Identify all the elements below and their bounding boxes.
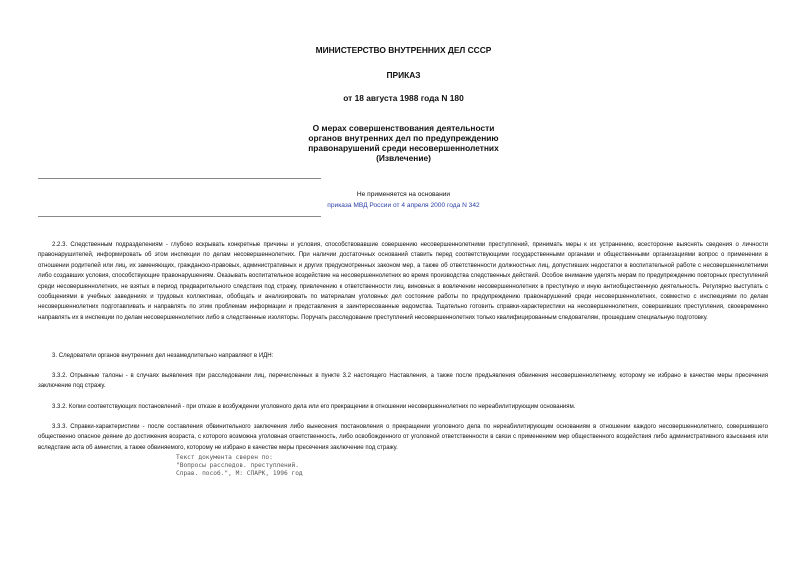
doc-title-line-3: правонарушений среди несовершеннолетних — [308, 143, 499, 153]
paragraph-text: 3.3.2. Отрывные талоны - в случаях выявления при расследовании лиц, перечисленных в пункте 3.2 настоящего Наставления, а также после предъявления обвинения несовершеннолетнему, которому не избрано в качестве меры пресечения заключение под стражу. — [38, 373, 768, 390]
date-number-heading: от 18 августа 1988 года N 180 — [343, 93, 464, 103]
paragraph-3-3-2-kopii — [38, 402, 768, 412]
paragraph-3 — [38, 351, 768, 361]
divider-bottom — [38, 216, 321, 217]
source-note-line-2: "Вопросы расследов. преступлений. — [176, 462, 299, 469]
paragraph-text: 3.3.3. Справки-характеристики - после составления обвинительного заключения либо вынесения постановления о прекращении уголовного дела по нереабилитирующим основаниям в отношении каждого несовершеннолетнего, совершившего общественно опасное деяние до достижения возраста, с которого возможна уголовная ответственность, либо освобожденного от уголовной ответственности в связи с применением мер общественного воздействия либо административного взыскания или вследствие акта об амнистии, а также обвиняемого, которому не избрано в качестве меры пресечения заключение под стражу. — [38, 424, 768, 451]
paragraph-2-2-3 — [38, 240, 768, 323]
doc-type-heading: ПРИКАЗ — [386, 70, 421, 80]
source-note-line-1: Текст документа сверен по: — [176, 454, 273, 461]
paragraph-3-3-3 — [38, 422, 768, 453]
divider-top — [38, 178, 321, 179]
source-note-line-3: Справ. пособ.", М: СПАРК, 1996 год — [176, 470, 303, 477]
status-note-text: Не применяется на основании — [356, 191, 451, 198]
paragraph-3-3-2-talony — [38, 371, 768, 392]
ministry-heading: МИНИСТЕРСТВО ВНУТРЕННИХ ДЕЛ СССР — [315, 45, 492, 55]
doc-title-line-2: органов внутренних дел по предупреждению — [308, 133, 499, 143]
paragraph-text: 3.3.2. Копии соответствующих постановлений - при отказе в возбуждении уголовного дела или его прекращении в отношении несовершеннолетних по нереабилитирующим основаниям. — [52, 404, 576, 410]
paragraph-text: 2.2.3. Следственным подразделениям - глубоко вскрывать конкретные причины и условия, способствовавшие совершению несовершеннолетними преступлений, принимать меры к их устранению, всесторонне выяснять сведения о личности правонарушителей, информировать об этом инспекции по делам несовершеннолетних. При наличии достаточных оснований ставить перед соответствующими государственными органами и общественными организациями вопрос о применении в отношении родителей или лиц, их заменяющих, гражданско-правовых, административных и других предусмотренных законом мер, а также об ответственности должностных лиц, допустивших недостатки в воспитательной работе с несовершеннолетними либо создавших условия, способствующие правонарушениям. Оказывать воспитательное воздействие на несовершеннолетних во время производства следственных действий. Особое внимание уделять мерам по предупреждению повторных преступлений среди несовершеннолетних, не взятых в период предварительного следствия под стражу, привлечению к ответственности лиц, виновных в вовлечении несовершеннолетних в преступную и иную антиобщественную деятельность. Регулярно выступать с сообщениями в учебных заведениях и трудовых коллективах, обобщать и анализировать по материалам уголовных дел состояние работы по предупреждению правонарушений среди несовершеннолетних, совместно с инспекциями по делам несовершеннолетних подготавливать и направлять по этим проблемам информации и представления в заинтересованные ведомства. Тщательно готовить справки-характеристики на несовершеннолетних, совершивших преступления, своевременно направлять их в инспекции по делам несовершеннолетних либо в следственные изоляторы. Поручать расследование преступлений несовершеннолетних только квалифицированным следователям, прошедшим специальную подготовку. — [38, 242, 768, 321]
doc-title-line-1: О мерах совершенствования деятельности — [312, 123, 495, 133]
status-note-link[interactable]: приказа МВД России от 4 апреля 2000 года N 342 — [327, 202, 480, 209]
doc-title-line-4: (Извлечение) — [376, 153, 431, 163]
paragraph-text: 3. Следователи органов внутренних дел незамедлительно направляют в ИДН: — [52, 353, 274, 359]
